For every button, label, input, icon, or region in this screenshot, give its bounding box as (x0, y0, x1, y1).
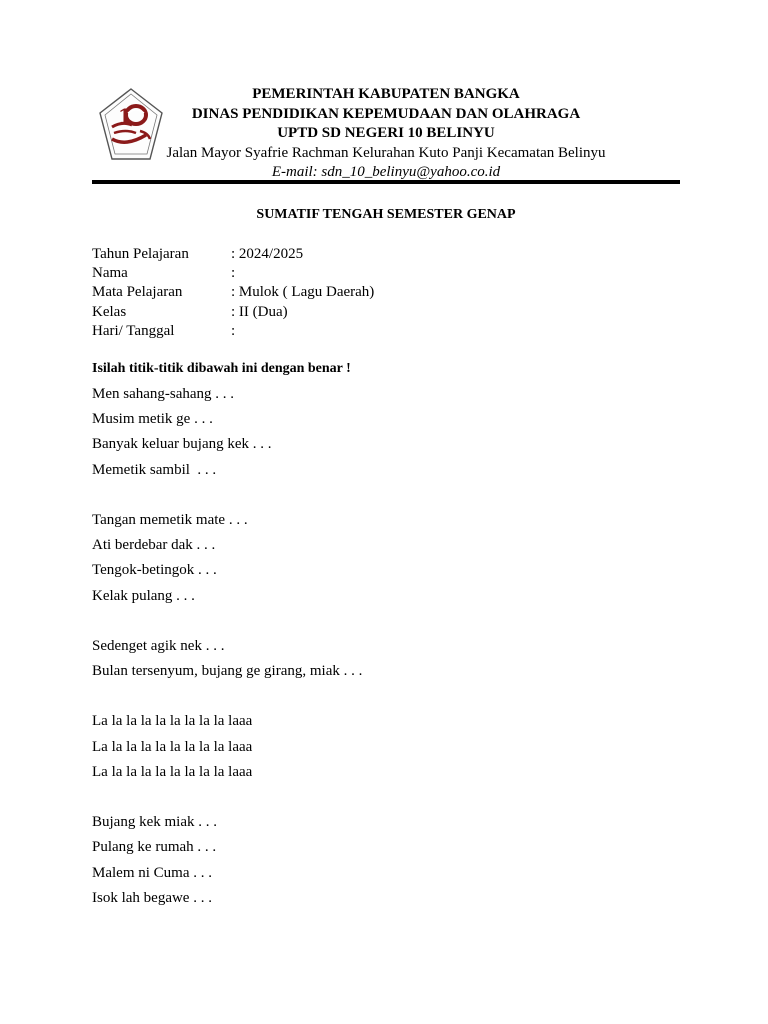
letterhead-email: E-mail: sdn_10_belinyu@yahoo.co.id (271, 164, 501, 180)
field-value: : II (Dua) (231, 303, 288, 320)
letterhead (92, 85, 680, 183)
field-label: Mata Pelajaran (92, 284, 183, 301)
field-value: : 2024/2025 (231, 246, 304, 262)
stanza-gap (92, 787, 362, 812)
lyric-line: Musim metik ge . . . (92, 411, 213, 428)
field-label: Hari/ Tanggal (92, 322, 175, 339)
lyric-line: La la la la la la la la la laaa (92, 713, 253, 730)
field-label: Kelas (92, 303, 127, 320)
field-row (92, 264, 374, 283)
lyric-line: Men sahang-sahang . . . (92, 386, 235, 402)
field-value: : (231, 322, 236, 339)
identity-fields (92, 245, 374, 341)
song-lyrics (92, 384, 362, 913)
stanza-gap (92, 485, 362, 510)
lyric-line: Sedenget agik nek . . . (92, 637, 225, 654)
lyric-line: Malem ni Cuma . . . (92, 864, 212, 881)
letterhead-address: Jalan Mayor Syafrie Rachman Kelurahan Kuto Panji Kecamatan Belinyu (166, 144, 606, 161)
lyric-line: Ati berdebar dak . . . (92, 537, 216, 554)
lyric-line: Tengok-betingok . . . (92, 562, 217, 579)
letterhead-divider (92, 180, 680, 184)
instruction: Isilah titik-titik dibawah ini dengan benar ! (92, 361, 351, 376)
letterhead-department: DINAS PENDIDIKAN KEPEMUDAAN DAN OLAHRAGA (191, 105, 581, 122)
lyric-line: La la la la la la la la la laaa (92, 738, 253, 755)
lyric-line: Bujang kek miak . . . (92, 814, 217, 831)
field-value: : Mulok ( Lagu Daerah) (231, 284, 375, 301)
field-label: Tahun Pelajaran (92, 246, 189, 262)
stanza-gap (92, 686, 362, 711)
lyric-line: Bulan tersenyum, bujang ge girang, miak . . . (92, 663, 363, 680)
letterhead-school: UPTD SD NEGERI 10 BELINYU (277, 125, 495, 141)
lyric-line: Banyak keluar bujang kek . . . (92, 436, 272, 453)
lyric-line: Isok lah begawe . . . (92, 889, 212, 906)
lyric-line: Memetik sambil . . . (92, 461, 217, 478)
stanza-gap (92, 611, 362, 636)
field-value: : (231, 265, 236, 282)
lyric-line: La la la la la la la la la laaa (92, 763, 253, 780)
field-row (92, 322, 374, 341)
svg-text:1: 1 (118, 104, 132, 128)
field-row (92, 283, 374, 302)
lyric-line: Tangan memetik mate . . . (92, 511, 248, 528)
letterhead-government: PEMERINTAH KABUPATEN BANGKA (252, 86, 520, 102)
field-row (92, 245, 374, 264)
field-label: Nama (92, 265, 128, 282)
exam-title: SUMATIF TENGAH SEMESTER GENAP (256, 207, 516, 222)
field-row (92, 303, 374, 322)
lyric-line: Kelak pulang . . . (92, 587, 195, 604)
lyric-line: Pulang ke rumah . . . (92, 839, 217, 856)
